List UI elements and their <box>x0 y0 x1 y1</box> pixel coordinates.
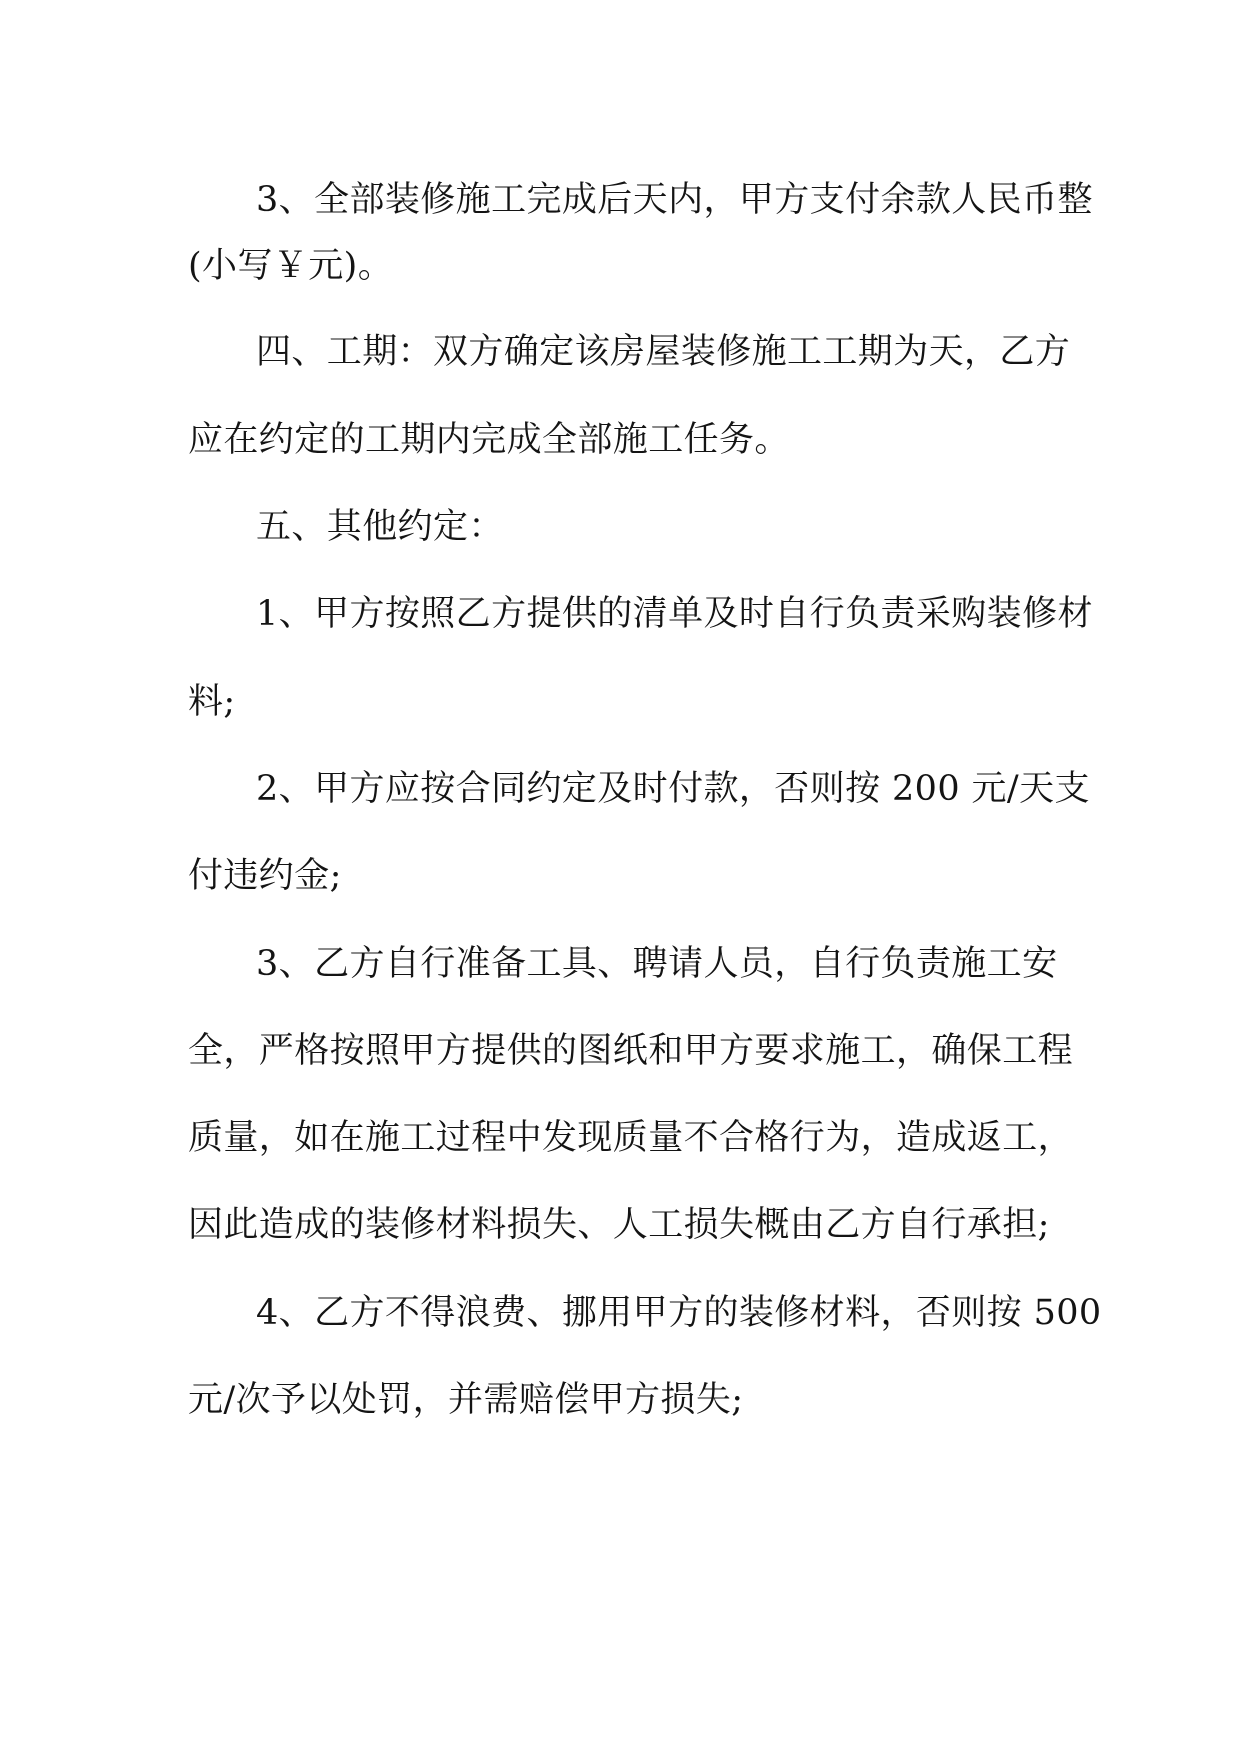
paragraph-line: 3、乙方自行准备工具、聘请人员，自行负责施工安 <box>256 944 1058 984</box>
paragraph-line: 4、乙方不得浪费、挪用甲方的装修材料，否则按 500 <box>256 1293 1102 1333</box>
paragraph-line: 1、甲方按照乙方提供的清单及时自行负责采购装修材 <box>256 594 1093 634</box>
paragraph-line: 付违约金; <box>188 856 342 896</box>
paragraph-line: 全，严格按照甲方提供的图纸和甲方要求施工，确保工程 <box>188 1031 1074 1071</box>
paragraph-line: 四、工期：双方确定该房屋装修施工工期为天，乙方 <box>256 332 1071 372</box>
paragraph-line: 元/次予以处罚，并需赔偿甲方损失; <box>188 1380 744 1420</box>
paragraph-line: 应在约定的工期内完成全部施工任务。 <box>188 420 790 460</box>
paragraph-line: 2、甲方应按合同约定及时付款，否则按 200 元/天支 <box>256 769 1090 809</box>
paragraph-line: 因此造成的装修材料损失、人工损失概由乙方自行承担; <box>188 1205 1050 1245</box>
paragraph-line: 五、其他约定： <box>256 507 504 547</box>
paragraph-line: 3、全部装修施工完成后天内，甲方支付余款人民币整 <box>256 180 1093 220</box>
paragraph-line: 质量，如在施工过程中发现质量不合格行为，造成返工， <box>188 1118 1074 1158</box>
paragraph-line: (小写￥元)。 <box>188 246 394 286</box>
paragraph-line: 料; <box>188 682 236 722</box>
